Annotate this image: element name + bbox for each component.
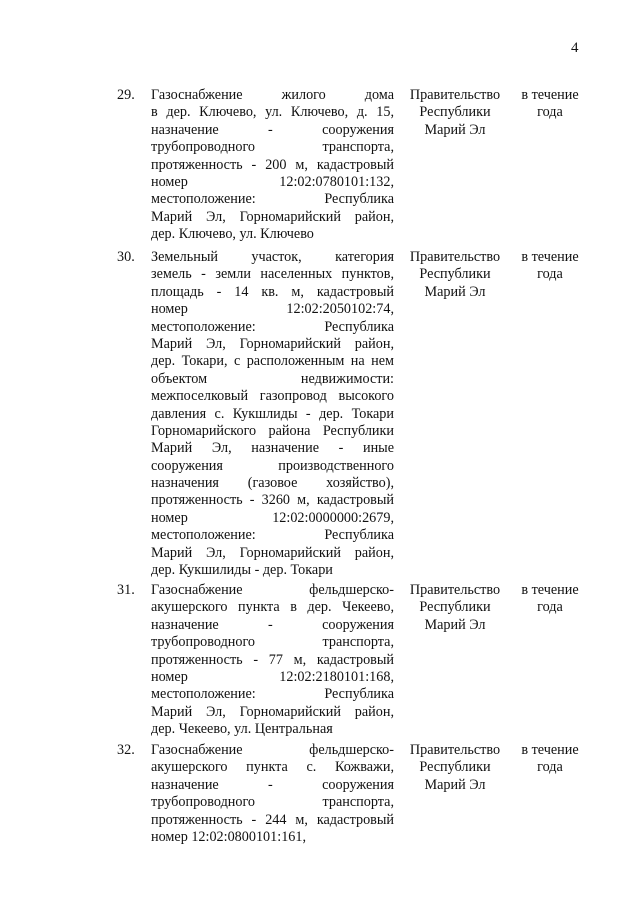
description-line: Земельный участок, категория xyxy=(151,249,394,265)
executor-line: Республики xyxy=(419,759,491,776)
description-line: назначения (газовое хозяйство), xyxy=(151,475,394,492)
entry-number: 31. xyxy=(117,582,135,598)
term-line: в течение xyxy=(521,87,579,103)
description-line: номер 12:02:0800101:161, xyxy=(151,828,307,845)
description-line: назначение - сооружения xyxy=(151,776,394,793)
description-line: площадь - 14 кв. м, кадастровый xyxy=(151,283,394,300)
term-line: в течение xyxy=(521,742,579,758)
description-line: Марий Эл, Горномарийский район, xyxy=(151,335,394,352)
entry-executor xyxy=(405,87,505,139)
entry-term xyxy=(510,582,590,617)
executor-line: Правительство xyxy=(409,742,501,758)
term-line: в течение xyxy=(521,582,579,598)
entry-number: 30. xyxy=(117,249,135,265)
executor-line: Правительство xyxy=(409,582,501,598)
description-line: местоположение: Республика xyxy=(151,527,394,544)
executor-line: Республики xyxy=(419,599,491,616)
description-line: протяженность - 200 м, кадастровый xyxy=(151,156,394,173)
description-line: Марий Эл, назначение - иные xyxy=(151,440,394,457)
entry-description xyxy=(151,742,394,846)
page-number: 4 xyxy=(571,40,579,56)
description-line: назначение - сооружения xyxy=(151,121,394,138)
description-line: акушерского пункта в дер. Чекеево, xyxy=(151,599,394,616)
term-line: года xyxy=(537,759,563,776)
description-line: трубопроводного транспорта, xyxy=(151,634,394,651)
executor-line: Марий Эл xyxy=(424,776,486,793)
description-line: номер 12:02:0780101:132, xyxy=(151,173,394,190)
entry-executor xyxy=(405,249,505,301)
description-line: дер. Ключево, ул. Ключево xyxy=(151,226,314,243)
entry-number: 29. xyxy=(117,87,135,103)
description-line: дер. Кукшилиды - дер. Токари xyxy=(151,562,333,579)
description-line: протяженность - 244 м, кадастровый xyxy=(151,811,394,828)
executor-line: Правительство xyxy=(409,249,501,265)
entry-executor xyxy=(405,582,505,634)
term-line: года xyxy=(537,104,563,121)
term-line: года xyxy=(537,599,563,616)
description-line: местоположение: Республика xyxy=(151,686,394,703)
description-line: номер 12:02:2050102:74, xyxy=(151,301,394,318)
entry-description xyxy=(151,87,394,244)
executor-line: Марий Эл xyxy=(424,283,486,300)
executor-line: Правительство xyxy=(409,87,501,103)
description-line: дер. Чекеево, ул. Центральная xyxy=(151,721,333,738)
description-line: местоположение: Республика xyxy=(151,191,394,208)
description-line: местоположение: Республика xyxy=(151,318,394,335)
executor-line: Марий Эл xyxy=(424,616,486,633)
description-line: трубопроводного транспорта, xyxy=(151,139,394,156)
description-line: трубопроводного транспорта, xyxy=(151,794,394,811)
term-line: в течение xyxy=(521,249,579,265)
description-line: объектом недвижимости: xyxy=(151,370,394,387)
entry-description xyxy=(151,582,394,739)
description-line: протяженность - 77 м, кадастровый xyxy=(151,651,394,668)
description-line: номер 12:02:0000000:2679, xyxy=(151,509,394,526)
entry-executor xyxy=(405,742,505,794)
entry-description xyxy=(151,249,394,579)
description-line: Марий Эл, Горномарийский район, xyxy=(151,544,394,561)
executor-line: Республики xyxy=(419,104,491,121)
description-line: назначение - сооружения xyxy=(151,616,394,633)
description-line: дер. Токари, с расположенным на нем xyxy=(151,353,394,370)
description-line: протяженность - 3260 м, кадастровый xyxy=(151,492,394,509)
description-line: Газоснабжение жилого дома xyxy=(151,87,394,103)
entry-term xyxy=(510,87,590,122)
description-line: Марий Эл, Горномарийский район, xyxy=(151,703,394,720)
description-line: номер 12:02:2180101:168, xyxy=(151,668,394,685)
description-line: давления с. Кукшлиды - дер. Токари xyxy=(151,405,394,422)
term-line: года xyxy=(537,266,563,283)
entry-number: 32. xyxy=(117,742,135,758)
description-line: акушерского пункта с. Кожважи, xyxy=(151,759,394,776)
executor-line: Марий Эл xyxy=(424,121,486,138)
entry-term xyxy=(510,249,590,284)
executor-line: Республики xyxy=(419,266,491,283)
description-line: земель - земли населенных пунктов, xyxy=(151,266,394,283)
description-line: сооружения производственного xyxy=(151,457,394,474)
description-line: межпоселковый газопровод высокого xyxy=(151,388,394,405)
description-line: Газоснабжение фельдшерско- xyxy=(151,742,394,758)
description-line: Марий Эл, Горномарийский район, xyxy=(151,208,394,225)
description-line: в дер. Ключево, ул. Ключево, д. 15, xyxy=(151,104,394,121)
description-line: Газоснабжение фельдшерско- xyxy=(151,582,394,598)
description-line: Горномарийского района Республики xyxy=(151,422,394,439)
entry-term xyxy=(510,742,590,777)
